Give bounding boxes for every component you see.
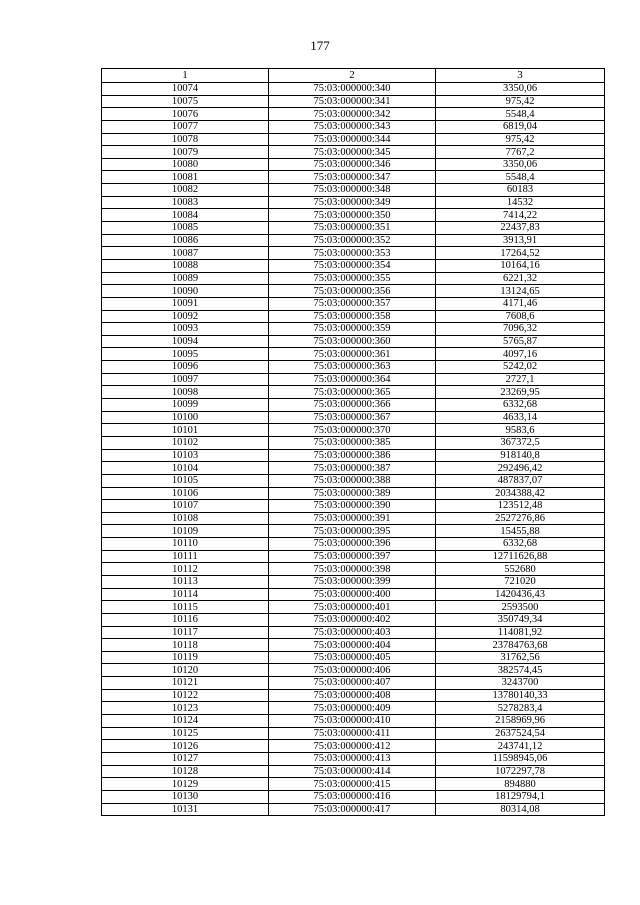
row-number-cell: 10119 bbox=[102, 651, 269, 664]
cadastral-number-cell: 75:03:000000:387 bbox=[269, 462, 436, 475]
row-number-cell: 10117 bbox=[102, 626, 269, 639]
value-cell: 10164,16 bbox=[436, 259, 605, 272]
row-number-cell: 10082 bbox=[102, 184, 269, 197]
value-cell: 123512,48 bbox=[436, 500, 605, 513]
row-number-cell: 10093 bbox=[102, 323, 269, 336]
value-cell: 3913,91 bbox=[436, 234, 605, 247]
cadastral-number-cell: 75:03:000000:360 bbox=[269, 335, 436, 348]
value-cell: 6221,32 bbox=[436, 272, 605, 285]
table-row bbox=[102, 778, 605, 791]
cadastral-number-cell: 75:03:000000:407 bbox=[269, 677, 436, 690]
table-row bbox=[102, 575, 605, 588]
value-cell: 2034388,42 bbox=[436, 487, 605, 500]
table-row bbox=[102, 525, 605, 538]
table-row bbox=[102, 740, 605, 753]
cadastral-number-cell: 75:03:000000:396 bbox=[269, 538, 436, 551]
value-cell: 5765,87 bbox=[436, 335, 605, 348]
cadastral-number-cell: 75:03:000000:358 bbox=[269, 310, 436, 323]
cadastral-number-cell: 75:03:000000:404 bbox=[269, 639, 436, 652]
value-cell: 367372,5 bbox=[436, 436, 605, 449]
table-row bbox=[102, 626, 605, 639]
value-cell: 12711626,88 bbox=[436, 550, 605, 563]
row-number-cell: 10095 bbox=[102, 348, 269, 361]
value-cell: 80314,08 bbox=[436, 803, 605, 816]
row-number-cell: 10085 bbox=[102, 222, 269, 235]
value-cell: 292496,42 bbox=[436, 462, 605, 475]
cadastral-number-cell: 75:03:000000:348 bbox=[269, 184, 436, 197]
header-row bbox=[102, 69, 605, 83]
value-cell: 23784763,68 bbox=[436, 639, 605, 652]
row-number-cell: 10083 bbox=[102, 196, 269, 209]
row-number-cell: 10124 bbox=[102, 715, 269, 728]
value-cell: 1420436,43 bbox=[436, 588, 605, 601]
value-cell: 7767,2 bbox=[436, 146, 605, 159]
cadastral-number-cell: 75:03:000000:342 bbox=[269, 108, 436, 121]
table-row bbox=[102, 664, 605, 677]
data-table bbox=[101, 68, 605, 816]
table-row bbox=[102, 323, 605, 336]
value-cell: 17264,52 bbox=[436, 247, 605, 260]
table-row bbox=[102, 411, 605, 424]
row-number-cell: 10102 bbox=[102, 436, 269, 449]
row-number-cell: 10089 bbox=[102, 272, 269, 285]
row-number-cell: 10126 bbox=[102, 740, 269, 753]
table-row bbox=[102, 222, 605, 235]
table-row bbox=[102, 158, 605, 171]
cadastral-number-cell: 75:03:000000:354 bbox=[269, 259, 436, 272]
cadastral-number-cell: 75:03:000000:417 bbox=[269, 803, 436, 816]
table-row bbox=[102, 272, 605, 285]
row-number-cell: 10101 bbox=[102, 424, 269, 437]
value-cell: 2637524,54 bbox=[436, 727, 605, 740]
row-number-cell: 10078 bbox=[102, 133, 269, 146]
row-number-cell: 10111 bbox=[102, 550, 269, 563]
value-cell: 721020 bbox=[436, 575, 605, 588]
cadastral-number-cell: 75:03:000000:398 bbox=[269, 563, 436, 576]
row-number-cell: 10097 bbox=[102, 373, 269, 386]
table-body bbox=[102, 83, 605, 816]
value-cell: 2527276,86 bbox=[436, 512, 605, 525]
table-row bbox=[102, 209, 605, 222]
cadastral-number-cell: 75:03:000000:352 bbox=[269, 234, 436, 247]
value-cell: 552680 bbox=[436, 563, 605, 576]
row-number-cell: 10108 bbox=[102, 512, 269, 525]
cadastral-number-cell: 75:03:000000:363 bbox=[269, 361, 436, 374]
row-number-cell: 10084 bbox=[102, 209, 269, 222]
value-cell: 13124,65 bbox=[436, 285, 605, 298]
row-number-cell: 10081 bbox=[102, 171, 269, 184]
cadastral-number-cell: 75:03:000000:413 bbox=[269, 752, 436, 765]
table-row bbox=[102, 487, 605, 500]
table-row bbox=[102, 373, 605, 386]
row-number-cell: 10113 bbox=[102, 575, 269, 588]
cadastral-number-cell: 75:03:000000:343 bbox=[269, 120, 436, 133]
value-cell: 2727,1 bbox=[436, 373, 605, 386]
table-row bbox=[102, 436, 605, 449]
value-cell: 4171,46 bbox=[436, 297, 605, 310]
table-row bbox=[102, 171, 605, 184]
table-row bbox=[102, 386, 605, 399]
table-row bbox=[102, 500, 605, 513]
value-cell: 975,42 bbox=[436, 133, 605, 146]
value-cell: 114081,92 bbox=[436, 626, 605, 639]
cadastral-number-cell: 75:03:000000:385 bbox=[269, 436, 436, 449]
row-number-cell: 10079 bbox=[102, 146, 269, 159]
table-row bbox=[102, 462, 605, 475]
table-row bbox=[102, 234, 605, 247]
row-number-cell: 10077 bbox=[102, 120, 269, 133]
row-number-cell: 10105 bbox=[102, 474, 269, 487]
cadastral-number-cell: 75:03:000000:403 bbox=[269, 626, 436, 639]
cadastral-number-cell: 75:03:000000:414 bbox=[269, 765, 436, 778]
cadastral-number-cell: 75:03:000000:350 bbox=[269, 209, 436, 222]
row-number-cell: 10091 bbox=[102, 297, 269, 310]
cadastral-number-cell: 75:03:000000:412 bbox=[269, 740, 436, 753]
column-header-2: 2 bbox=[269, 69, 436, 83]
value-cell: 5548,4 bbox=[436, 171, 605, 184]
table-row bbox=[102, 285, 605, 298]
row-number-cell: 10087 bbox=[102, 247, 269, 260]
table-row bbox=[102, 259, 605, 272]
table-row bbox=[102, 613, 605, 626]
cadastral-number-cell: 75:03:000000:388 bbox=[269, 474, 436, 487]
table-row bbox=[102, 639, 605, 652]
cadastral-number-cell: 75:03:000000:341 bbox=[269, 95, 436, 108]
cadastral-number-cell: 75:03:000000:366 bbox=[269, 399, 436, 412]
table-row bbox=[102, 399, 605, 412]
cadastral-number-cell: 75:03:000000:397 bbox=[269, 550, 436, 563]
table-row bbox=[102, 677, 605, 690]
value-cell: 2593500 bbox=[436, 601, 605, 614]
value-cell: 918140,8 bbox=[436, 449, 605, 462]
row-number-cell: 10129 bbox=[102, 778, 269, 791]
value-cell: 6819,04 bbox=[436, 120, 605, 133]
table-row bbox=[102, 651, 605, 664]
cadastral-number-cell: 75:03:000000:345 bbox=[269, 146, 436, 159]
value-cell: 23269,95 bbox=[436, 386, 605, 399]
cadastral-number-cell: 75:03:000000:409 bbox=[269, 702, 436, 715]
value-cell: 243741,12 bbox=[436, 740, 605, 753]
value-cell: 3350,06 bbox=[436, 83, 605, 96]
value-cell: 4097,16 bbox=[436, 348, 605, 361]
value-cell: 7414,22 bbox=[436, 209, 605, 222]
cadastral-number-cell: 75:03:000000:351 bbox=[269, 222, 436, 235]
row-number-cell: 10128 bbox=[102, 765, 269, 778]
table-row bbox=[102, 120, 605, 133]
value-cell: 7608,6 bbox=[436, 310, 605, 323]
cadastral-number-cell: 75:03:000000:400 bbox=[269, 588, 436, 601]
row-number-cell: 10125 bbox=[102, 727, 269, 740]
cadastral-number-cell: 75:03:000000:353 bbox=[269, 247, 436, 260]
value-cell: 14532 bbox=[436, 196, 605, 209]
row-number-cell: 10131 bbox=[102, 803, 269, 816]
row-number-cell: 10116 bbox=[102, 613, 269, 626]
cadastral-number-cell: 75:03:000000:370 bbox=[269, 424, 436, 437]
row-number-cell: 10107 bbox=[102, 500, 269, 513]
cadastral-number-cell: 75:03:000000:364 bbox=[269, 373, 436, 386]
value-cell: 894880 bbox=[436, 778, 605, 791]
table-row bbox=[102, 689, 605, 702]
value-cell: 4633,14 bbox=[436, 411, 605, 424]
table-row bbox=[102, 803, 605, 816]
cadastral-number-cell: 75:03:000000:390 bbox=[269, 500, 436, 513]
value-cell: 487837,07 bbox=[436, 474, 605, 487]
table-row bbox=[102, 184, 605, 197]
table-row bbox=[102, 702, 605, 715]
value-cell: 350749,34 bbox=[436, 613, 605, 626]
cadastral-number-cell: 75:03:000000:395 bbox=[269, 525, 436, 538]
cadastral-number-cell: 75:03:000000:408 bbox=[269, 689, 436, 702]
table-row bbox=[102, 512, 605, 525]
cadastral-number-cell: 75:03:000000:399 bbox=[269, 575, 436, 588]
value-cell: 18129794,1 bbox=[436, 790, 605, 803]
row-number-cell: 10074 bbox=[102, 83, 269, 96]
table-header bbox=[102, 69, 605, 83]
value-cell: 7096,32 bbox=[436, 323, 605, 336]
table-row bbox=[102, 310, 605, 323]
cadastral-number-cell: 75:03:000000:346 bbox=[269, 158, 436, 171]
table-row bbox=[102, 361, 605, 374]
value-cell: 6332,68 bbox=[436, 399, 605, 412]
row-number-cell: 10122 bbox=[102, 689, 269, 702]
cadastral-number-cell: 75:03:000000:357 bbox=[269, 297, 436, 310]
cadastral-number-cell: 75:03:000000:391 bbox=[269, 512, 436, 525]
cadastral-number-cell: 75:03:000000:365 bbox=[269, 386, 436, 399]
table-row bbox=[102, 601, 605, 614]
value-cell: 382574,45 bbox=[436, 664, 605, 677]
row-number-cell: 10106 bbox=[102, 487, 269, 500]
row-number-cell: 10112 bbox=[102, 563, 269, 576]
row-number-cell: 10104 bbox=[102, 462, 269, 475]
row-number-cell: 10076 bbox=[102, 108, 269, 121]
table-row bbox=[102, 538, 605, 551]
row-number-cell: 10110 bbox=[102, 538, 269, 551]
table-row bbox=[102, 790, 605, 803]
cadastral-number-cell: 75:03:000000:340 bbox=[269, 83, 436, 96]
row-number-cell: 10120 bbox=[102, 664, 269, 677]
value-cell: 60183 bbox=[436, 184, 605, 197]
cadastral-number-cell: 75:03:000000:411 bbox=[269, 727, 436, 740]
table-row bbox=[102, 765, 605, 778]
table-row bbox=[102, 727, 605, 740]
table-row bbox=[102, 95, 605, 108]
cadastral-number-cell: 75:03:000000:356 bbox=[269, 285, 436, 298]
table-row bbox=[102, 550, 605, 563]
row-number-cell: 10086 bbox=[102, 234, 269, 247]
row-number-cell: 10096 bbox=[102, 361, 269, 374]
row-number-cell: 10094 bbox=[102, 335, 269, 348]
value-cell: 1072297,78 bbox=[436, 765, 605, 778]
value-cell: 11598945,06 bbox=[436, 752, 605, 765]
table-row bbox=[102, 133, 605, 146]
table-row bbox=[102, 297, 605, 310]
value-cell: 9583,6 bbox=[436, 424, 605, 437]
table-row bbox=[102, 752, 605, 765]
cadastral-number-cell: 75:03:000000:410 bbox=[269, 715, 436, 728]
cadastral-number-cell: 75:03:000000:402 bbox=[269, 613, 436, 626]
row-number-cell: 10100 bbox=[102, 411, 269, 424]
value-cell: 31762,56 bbox=[436, 651, 605, 664]
value-cell: 13780140,33 bbox=[436, 689, 605, 702]
row-number-cell: 10103 bbox=[102, 449, 269, 462]
row-number-cell: 10099 bbox=[102, 399, 269, 412]
cadastral-number-cell: 75:03:000000:359 bbox=[269, 323, 436, 336]
column-header-3: 3 bbox=[436, 69, 605, 83]
table-row bbox=[102, 563, 605, 576]
value-cell: 3243700 bbox=[436, 677, 605, 690]
value-cell: 975,42 bbox=[436, 95, 605, 108]
row-number-cell: 10080 bbox=[102, 158, 269, 171]
row-number-cell: 10090 bbox=[102, 285, 269, 298]
cadastral-number-cell: 75:03:000000:416 bbox=[269, 790, 436, 803]
table-row bbox=[102, 715, 605, 728]
table-row bbox=[102, 424, 605, 437]
row-number-cell: 10088 bbox=[102, 259, 269, 272]
cadastral-number-cell: 75:03:000000:415 bbox=[269, 778, 436, 791]
row-number-cell: 10098 bbox=[102, 386, 269, 399]
value-cell: 22437,83 bbox=[436, 222, 605, 235]
row-number-cell: 10092 bbox=[102, 310, 269, 323]
table-row bbox=[102, 474, 605, 487]
value-cell: 5548,4 bbox=[436, 108, 605, 121]
cadastral-number-cell: 75:03:000000:367 bbox=[269, 411, 436, 424]
cadastral-number-cell: 75:03:000000:347 bbox=[269, 171, 436, 184]
table-row bbox=[102, 449, 605, 462]
cadastral-number-cell: 75:03:000000:401 bbox=[269, 601, 436, 614]
table-row bbox=[102, 146, 605, 159]
cadastral-number-cell: 75:03:000000:355 bbox=[269, 272, 436, 285]
value-cell: 5278283,4 bbox=[436, 702, 605, 715]
page-number: 177 bbox=[310, 38, 330, 53]
row-number-cell: 10118 bbox=[102, 639, 269, 652]
value-cell: 2158969,96 bbox=[436, 715, 605, 728]
value-cell: 5242,02 bbox=[436, 361, 605, 374]
row-number-cell: 10075 bbox=[102, 95, 269, 108]
cadastral-number-cell: 75:03:000000:389 bbox=[269, 487, 436, 500]
cadastral-number-cell: 75:03:000000:406 bbox=[269, 664, 436, 677]
table-row bbox=[102, 108, 605, 121]
value-cell: 6332,68 bbox=[436, 538, 605, 551]
table-row bbox=[102, 335, 605, 348]
cadastral-number-cell: 75:03:000000:405 bbox=[269, 651, 436, 664]
row-number-cell: 10123 bbox=[102, 702, 269, 715]
cadastral-number-cell: 75:03:000000:349 bbox=[269, 196, 436, 209]
cadastral-number-cell: 75:03:000000:344 bbox=[269, 133, 436, 146]
table-row bbox=[102, 196, 605, 209]
table-row bbox=[102, 83, 605, 96]
table-row bbox=[102, 247, 605, 260]
column-header-1: 1 bbox=[102, 69, 269, 83]
row-number-cell: 10115 bbox=[102, 601, 269, 614]
row-number-cell: 10127 bbox=[102, 752, 269, 765]
row-number-cell: 10114 bbox=[102, 588, 269, 601]
row-number-cell: 10109 bbox=[102, 525, 269, 538]
table-row bbox=[102, 588, 605, 601]
table-row bbox=[102, 348, 605, 361]
row-number-cell: 10121 bbox=[102, 677, 269, 690]
cadastral-number-cell: 75:03:000000:361 bbox=[269, 348, 436, 361]
value-cell: 15455,88 bbox=[436, 525, 605, 538]
cadastral-number-cell: 75:03:000000:386 bbox=[269, 449, 436, 462]
row-number-cell: 10130 bbox=[102, 790, 269, 803]
value-cell: 3350,06 bbox=[436, 158, 605, 171]
